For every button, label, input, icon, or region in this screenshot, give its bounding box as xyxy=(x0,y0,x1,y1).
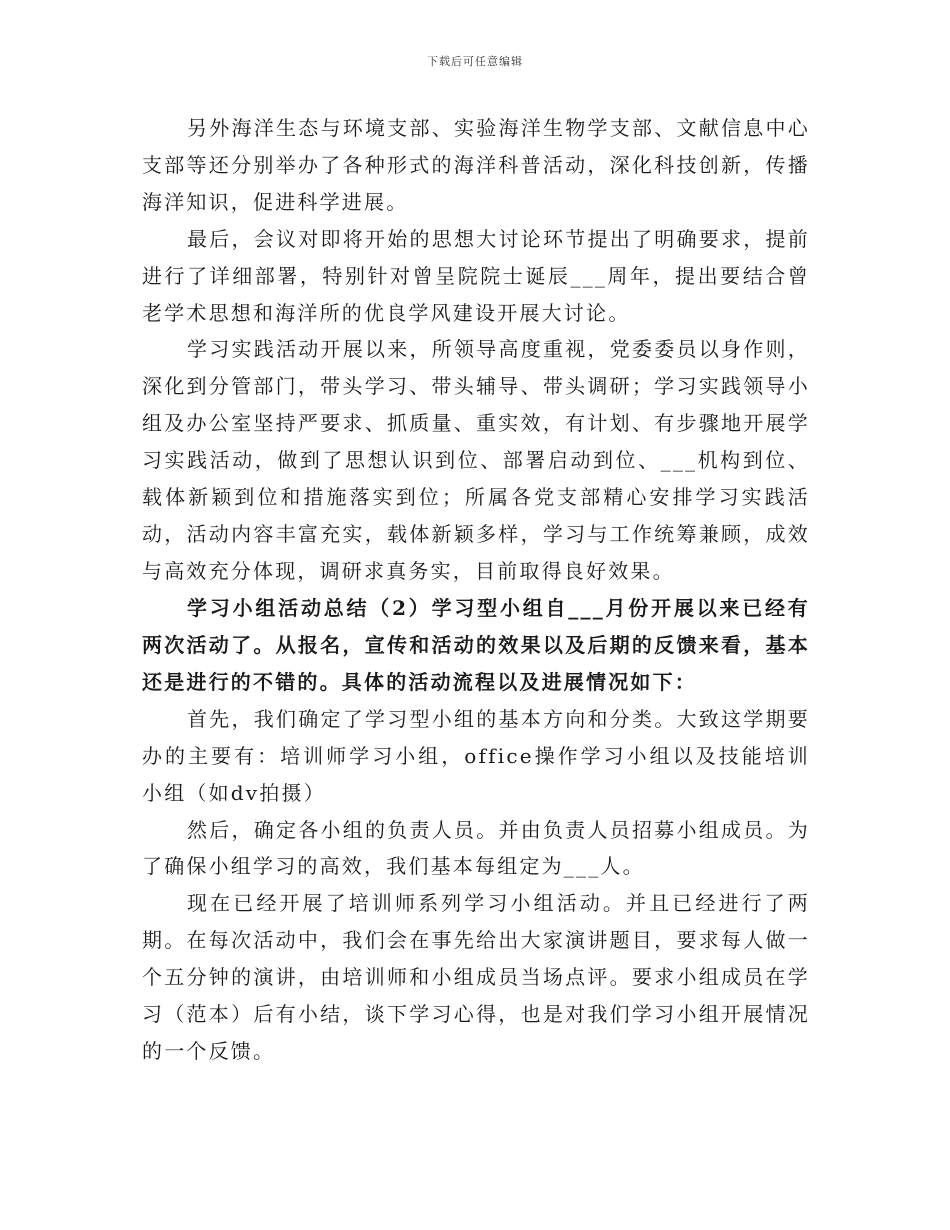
paragraph-discussion-requirements: 最后，会议对即将开始的思想大讨论环节提出了明确要求，提前进行了详细部署，特别针对曾呈院院士诞辰___周年，提出要结合曾老学术思想和海洋所的优良学风建设开展大讨论。 xyxy=(142,226,810,325)
paragraph-trainer-sessions: 现在已经开展了培训师系列学习小组活动。并且已经进行了两期。在每次活动中，我们会在事先给出大家演讲题目，要求每人做一个五分钟的演讲，由培训师和小组成员当场点评。要求小组成员在学习（范本）后有小结，谈下学习心得，也是对我们学习小组开展情况的一个反馈。 xyxy=(142,891,810,1063)
paragraph-study-group-summary-heading: 学习小组活动总结（2）学习型小组自___月份开展以来已经有两次活动了。从报名，宣传和活动的效果以及后期的反馈来看，基本还是进行的不错的。具体的活动流程以及进展情况如下： xyxy=(142,595,810,694)
page-header: 下载后可任意编辑 xyxy=(427,55,523,68)
document-body xyxy=(142,110,810,1070)
paragraph-group-direction: 首先，我们确定了学习型小组的基本方向和分类。大致这学期要办的主要有：培训师学习小组，office操作学习小组以及技能培训小组（如dv拍摄） xyxy=(142,706,810,805)
paragraph-marine-science-activities: 另外海洋生态与环境支部、实验海洋生物学支部、文献信息中心支部等还分别举办了各种形式的海洋科普活动，深化科技创新，传播海洋知识，促进科学进展。 xyxy=(142,116,810,214)
paragraph-practice-activities: 学习实践活动开展以来，所领导高度重视，党委委员以身作则，深化到分管部门，带头学习、带头辅导、带头调研；学习实践领导小组及办公室坚持严要求、抓质量、重实效，有计划、有步骤地开展学习实践活动，做到了思想认识到位、部署启动到位、___机构到位、载体新颖到位和措施落实到位；所属各党支部精心安排学习实践活动，活动内容丰富充实，载体新颖多样，学习与工作统筹兼顾，成效与高效充分体现，调研求真务实，目前取得良好效果。 xyxy=(142,337,810,583)
paragraph-group-leaders: 然后，确定各小组的负责人员。并由负责人员招募小组成员。为了确保小组学习的高效，我们基本每组定为___人。 xyxy=(142,817,810,879)
